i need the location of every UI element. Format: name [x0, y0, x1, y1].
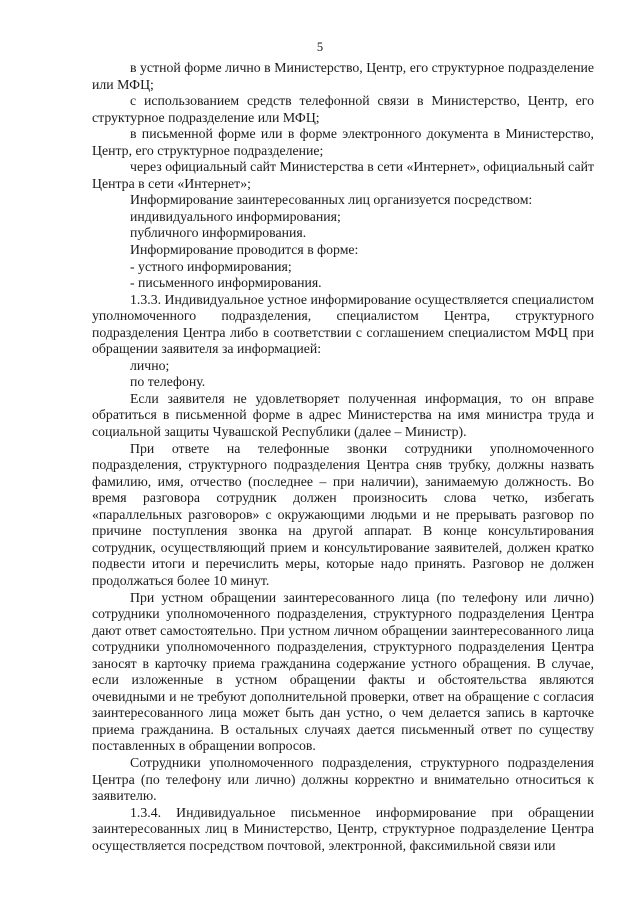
paragraph: публичного информирования. — [130, 225, 307, 241]
paragraph: индивидуального информирования; — [130, 208, 341, 224]
paragraph: При устном обращении заинтересованного лица (по телефону или лично) сотрудники уполномоченного подразделения, структурного подразделения Центра дают ответ самостоятельно. При устном личном обращении заинтересованного лица сотрудники уполномоченного подразделения, структурного подразделения Центра заносят в карточку приема гражданина содержание устного обращения. В случае, если изложенные в устном обращении факты и обстоятельства являются очевидными и не требуют дополнительной проверки, ответ на обращение с согласия заинтересованного лица может быть дан устно, о чем делается запись в карточке приема гражданина. В остальных случаях дается письменный ответ по существу поставленных в обращении вопросов. — [92, 589, 594, 754]
paragraph: лично; — [130, 357, 170, 373]
paragraph: через официальный сайт Министерства в сети «Интернет», официальный сайт Центра в сети «Интернет»; — [92, 159, 594, 191]
page-number: 5 — [316, 40, 324, 54]
paragraph: - устного информирования; — [130, 258, 292, 274]
paragraph: Если заявителя не удовлетворяет полученная информация, то он вправе обратиться в письменной форме в адрес Министерства на имя министра труда и социальной защиты Чувашской Республики (далее – Министр). — [92, 390, 594, 440]
paragraph: 1.3.4. Индивидуальное письменное информирование при обращении заинтересованных лиц в Министерство, Центр, структурное подразделение Центра осуществляется посредством почтовой, электронной, факсимильной связи или — [92, 804, 594, 853]
paragraph: Сотрудники уполномоченного подразделения, структурного подразделения Центра (по телефону или лично) должны корректно и внимательно относиться к заявителю. — [92, 754, 594, 804]
paragraph: с использованием средств телефонной связи в Министерство, Центр, его структурное подразделение или МФЦ; — [92, 93, 594, 125]
paragraph: 1.3.3. Индивидуальное устное информирование осуществляется специалистом уполномоченного подразделения, специалистом Центра, структурного подразделения Центра либо в соответствии с соглашением специалистом МФЦ при обращении заявителя за информацией: — [92, 291, 594, 357]
paragraph: в письменной форме или в форме электронного документа в Министерство, Центр, его структурное подразделение; — [92, 126, 594, 158]
paragraph: - письменного информирования. — [130, 275, 322, 291]
paragraph: по телефону. — [130, 374, 206, 390]
paragraph: При ответе на телефонные звонки сотрудники уполномоченного подразделения, структурного подразделения Центра сняв трубку, должны назвать фамилию, имя, отчество (последнее – при наличии), занимаемую должность. Во время разговора сотрудник должен произносить слова четко, избегать «параллельных разговоров» с окружающими людьми и не прерывать разговор по причине поступления звонка на другой аппарат. В конце консультирования сотрудник, осуществляющий прием и консультирование заявителей, должен кратко подвести итоги и перечислить меры, которые надо принять. Разговор не должен продолжаться более 10 минут. — [92, 440, 594, 588]
document-body — [92, 60, 594, 854]
paragraph: Информирование заинтересованных лиц организуется посредством: — [130, 192, 533, 208]
paragraph: Информирование проводится в форме: — [130, 242, 359, 258]
paragraph: в устной форме лично в Министерство, Центр, его структурное подразделение или МФЦ; — [92, 60, 594, 92]
